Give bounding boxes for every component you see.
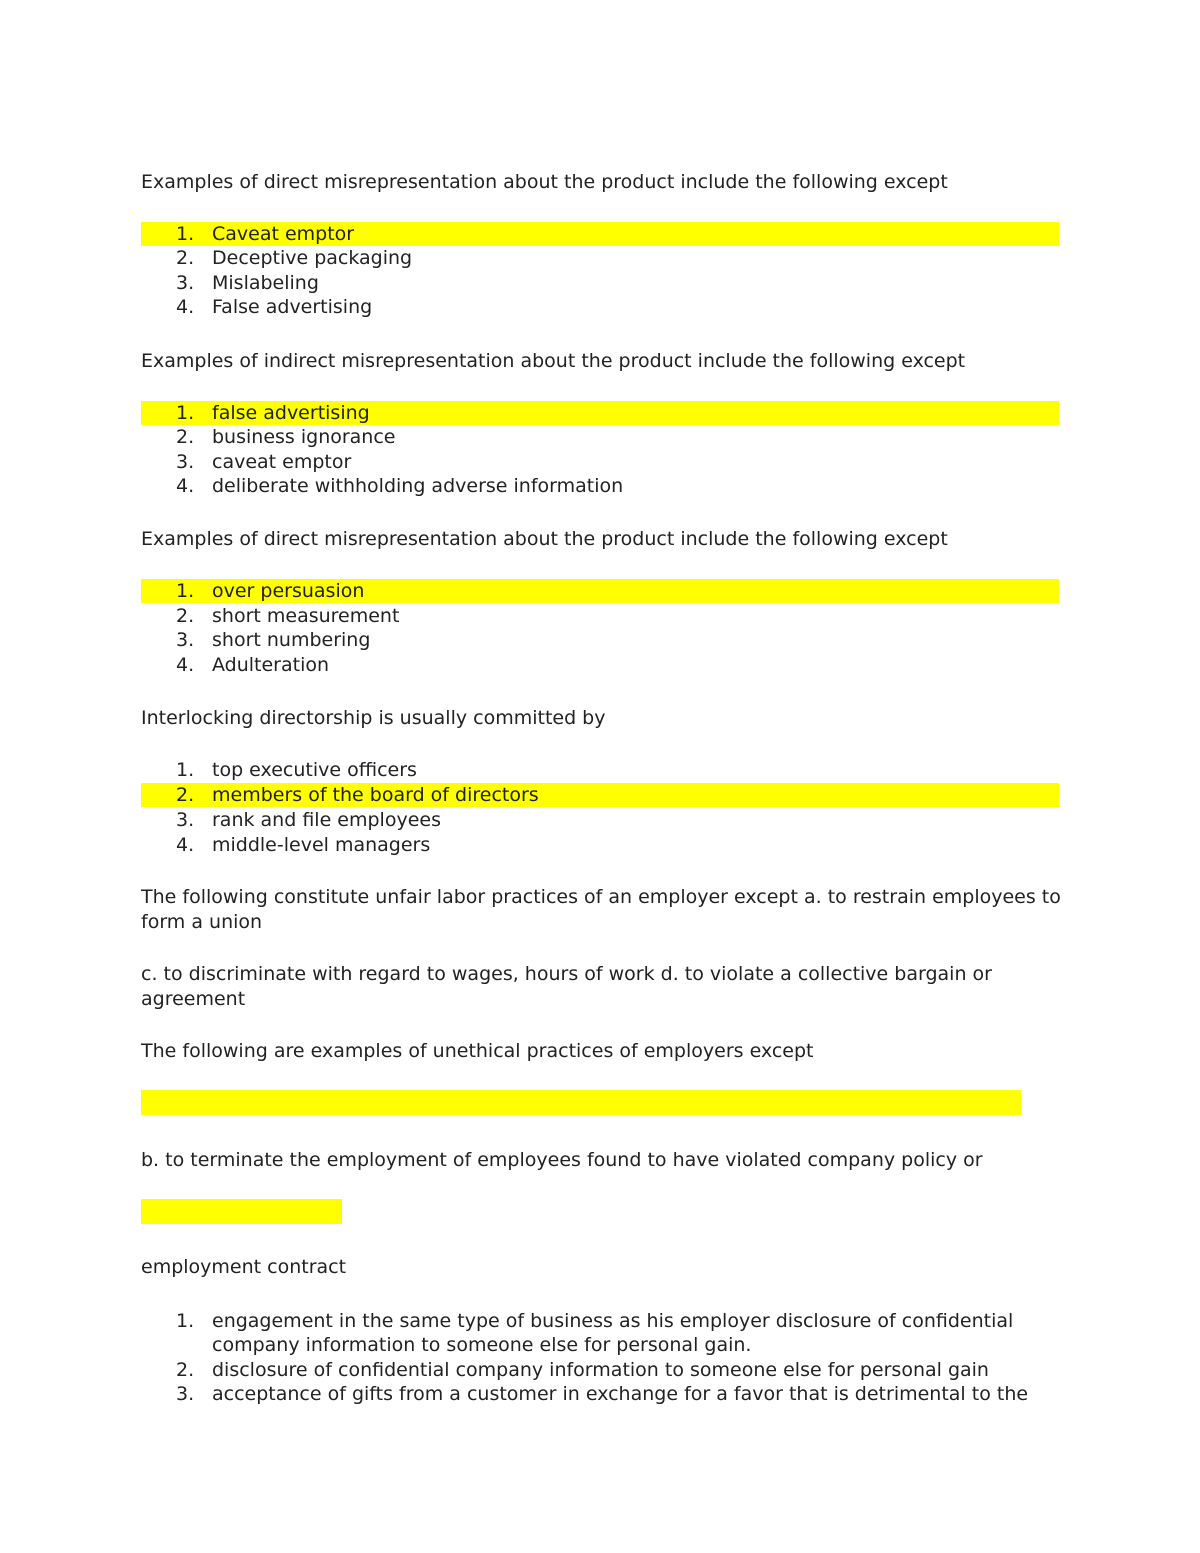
option-number: 1. (176, 580, 195, 602)
option-text: Adulteration (212, 654, 330, 676)
question-3-option-1 (141, 579, 1059, 603)
contract-paragraph: employment contract (141, 1256, 347, 1278)
discriminate-paragraph: c. to discriminate with regard to wages, hours of work d. to violate a collective bargain or agreement (141, 963, 992, 1010)
question-2-prompt: Examples of indirect misrepresentation about the product include the following except (141, 350, 966, 372)
question-2-option-2 (141, 425, 1059, 449)
option-number: 3. (176, 272, 195, 294)
question-4-option-4 (141, 833, 1059, 857)
question-1-prompt: Examples of direct misrepresentation about the product include the following except (141, 171, 948, 193)
option-text: members of the board of directors (212, 784, 539, 806)
final-option-3 (141, 1382, 1059, 1406)
unethical-paragraph: The following are examples of unethical practices of employers except (141, 1040, 814, 1062)
option-text: acceptance of gifts from a customer in exchange for a favor that is detrimental to the (212, 1383, 1029, 1405)
option-number: 2. (176, 784, 195, 806)
question-4-option-1 (141, 758, 1059, 782)
question-4-prompt: Interlocking directorship is usually committed by (141, 707, 606, 729)
highlight-bar (141, 1090, 1021, 1115)
option-text: business ignorance (212, 426, 396, 448)
option-text: middle-level managers (212, 834, 431, 856)
option-number: 2. (176, 1359, 195, 1381)
option-number: 3. (176, 809, 195, 831)
option-text: deliberate withholding adverse information (212, 475, 624, 497)
question-3-option-2 (141, 604, 1059, 628)
option-number: 2. (176, 247, 195, 269)
highlight-bar-short (141, 1199, 342, 1224)
option-text: Caveat emptor (212, 223, 355, 245)
option-number: 2. (176, 426, 195, 448)
option-number: 3. (176, 1383, 195, 1405)
question-1-option-2 (141, 246, 1059, 270)
option-number: 4. (176, 296, 195, 318)
option-text: short measurement (212, 605, 400, 627)
option-text: short numbering (212, 629, 371, 651)
option-text: False advertising (212, 296, 373, 318)
question-1-option-3 (141, 271, 1059, 295)
option-text: top executive officers (212, 759, 417, 781)
option-number: 1. (176, 402, 195, 424)
option-text: Mislabeling (212, 272, 319, 294)
question-2-option-1 (141, 401, 1059, 425)
option-number: 2. (176, 605, 195, 627)
option-text: engagement in the same type of business as his employer disclosure of confidential company information to someone else for personal gain. (212, 1310, 1014, 1356)
option-number: 3. (176, 451, 195, 473)
option-text: disclosure of confidential company information to someone else for personal gain (212, 1359, 989, 1381)
option-number: 1. (176, 1310, 195, 1332)
question-1-option-1 (141, 222, 1059, 246)
option-text: Deceptive packaging (212, 247, 413, 269)
terminate-paragraph: b. to terminate the employment of employees found to have violated company policy or (141, 1149, 983, 1171)
option-number: 4. (176, 654, 195, 676)
question-1-option-4 (141, 295, 1059, 319)
option-number: 4. (176, 834, 195, 856)
final-option-2 (141, 1358, 1059, 1382)
option-text: false advertising (212, 402, 370, 424)
option-text: caveat emptor (212, 451, 352, 473)
final-option-1 (141, 1309, 1059, 1357)
option-number: 1. (176, 223, 195, 245)
question-4-option-3 (141, 808, 1059, 832)
question-4-option-2 (141, 783, 1059, 807)
question-2-option-3 (141, 450, 1059, 474)
option-text: over persuasion (212, 580, 365, 602)
option-text: rank and file employees (212, 809, 441, 831)
question-3-option-3 (141, 628, 1059, 652)
option-number: 1. (176, 759, 195, 781)
option-number: 3. (176, 629, 195, 651)
unfair-labor-paragraph: The following constitute unfair labor practices of an employer except a. to restrain employees to form a union (141, 886, 1061, 933)
option-number: 4. (176, 475, 195, 497)
question-3-prompt: Examples of direct misrepresentation about the product include the following except (141, 528, 948, 550)
question-3-option-4 (141, 653, 1059, 677)
question-2-option-4 (141, 474, 1059, 498)
